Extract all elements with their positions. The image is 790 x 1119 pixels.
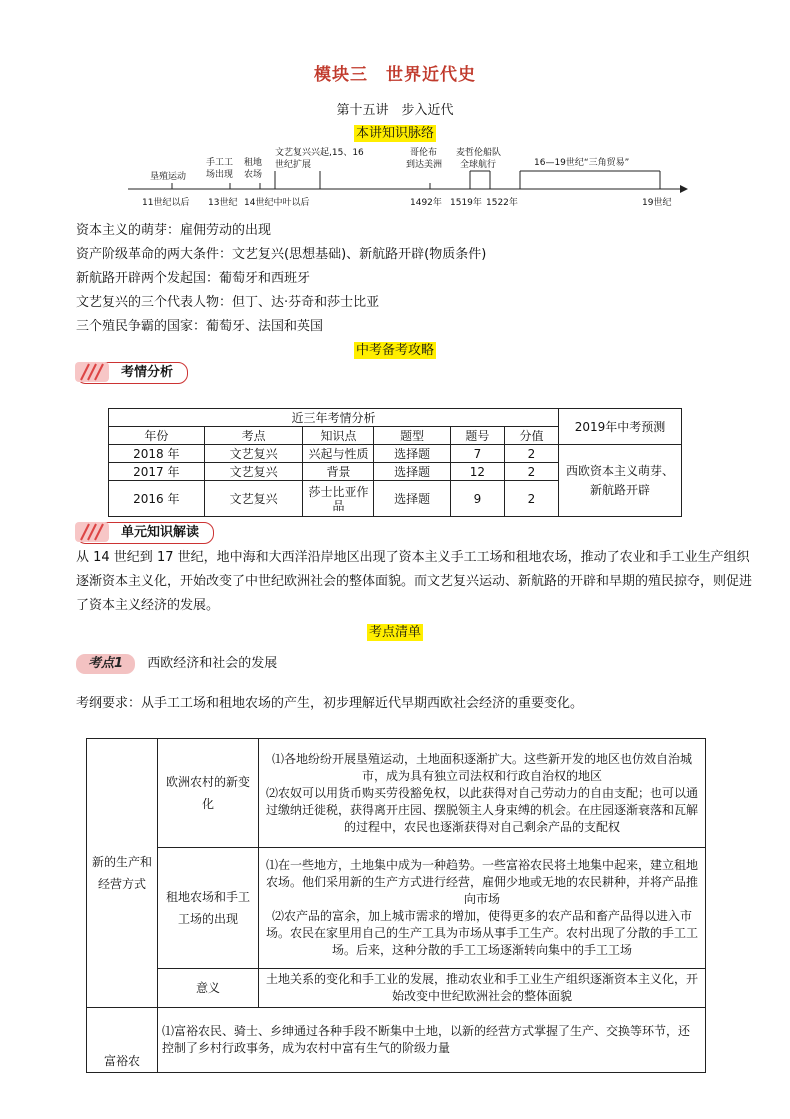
table-caption: 近三年考情分析 [109, 409, 559, 427]
event-label: 世纪扩展 [275, 160, 312, 170]
row-content: ⑴富裕农民、骑士、乡绅通过各种手段不断集中土地，以新的经营方式掌握了生产、交换等环节，还控制了乡村行政事务，成为农村中富有生气的阶级力量 [158, 1008, 706, 1073]
summary-line: 新航路开辟两个发起国：葡萄牙和西班牙 [76, 271, 311, 286]
analysis-badge-label: 考情分析 [121, 365, 174, 380]
col-header: 题号 [450, 427, 504, 445]
table-row: 2017 年 文艺复兴 背景 选择题 12 2 [109, 463, 682, 481]
lecture-title: 第十五讲 步入近代 [336, 103, 454, 118]
summary-line: 资产阶级革命的两大条件：文艺复兴(思想基础)、新航路开辟(物质条件) [76, 247, 487, 262]
event-label: 哥伦布 [410, 148, 438, 158]
kaodian-title: 西欧经济和社会的发展 [147, 656, 278, 671]
checklist-heading [0, 621, 790, 640]
event-label: 16—19世纪“三角贸易” [534, 158, 630, 168]
col-header: 考点 [204, 427, 303, 445]
date-label: 11世纪以后 [142, 198, 190, 208]
event-label: 场出现 [206, 170, 234, 180]
timeline-arrow [680, 185, 688, 193]
date-label: 1492年 [410, 198, 442, 208]
col-header: 知识点 [303, 427, 374, 445]
event-label: 垦殖运动 [150, 172, 187, 182]
event-label: 到达美洲 [406, 160, 443, 170]
unit-paragraph: 从 14 世纪到 17 世纪，地中海和大西洋沿岸地区出现了资本主义手工工场和租地农场，推动了农业和手工业生产组织逐渐资本主义化，开始改变了中世纪欧洲社会的整体面貌。而文艺复兴运动、新航路的开辟和早期的殖民掠夺，则促进了资本主义经济的发展。 [76, 550, 753, 613]
module-title: 模块三 世界近代史 [314, 65, 476, 85]
row-paragraph: ⑵农产品的富余，加上城市需求的增加，使得更多的农产品和畜产品得以进入市场。农民在家里用自己的生产工具为市场从事手工生产。农村出现了分散的手工工场。后来，这种分散的手工工场逐渐转向集中的手工工场 [265, 909, 698, 957]
kaodian-tag: 考点1 [76, 654, 135, 674]
col-header: 年份 [109, 427, 205, 445]
prediction-cell: 西欧资本主义萌芽、新航路开辟 [559, 445, 682, 517]
row-label: 租地农场和手工工场的出现 [158, 848, 259, 969]
content-table [86, 738, 706, 1073]
event-label: 手工工 [206, 158, 234, 168]
checklist-heading-text: 考点清单 [368, 625, 421, 640]
date-label: 1519年 [450, 198, 482, 208]
row-paragraph: ⑴在一些地方，土地集中成为一种趋势。一些富裕农民将土地集中起来，建立租地农场。他们采用新的生产方式进行经营，雇佣少地或无地的农民耕种，并将产品推向市场 [265, 858, 698, 906]
stripes-icon [75, 362, 109, 382]
table-row: 2018 年 文艺复兴 兴起与性质 选择题 7 2 西欧资本主义萌芽、新航路开辟 [109, 445, 682, 463]
unit-badge [76, 522, 214, 544]
requirement: 考纲要求：从手工工场和租地农场的产生，初步理解近代早期西欧社会经济的重要变化。 [76, 696, 584, 711]
prediction-header: 2019年中考预测 [559, 409, 682, 445]
row-content [259, 739, 706, 848]
exam-analysis-table [108, 408, 682, 517]
summary-line: 三个殖民争霸的国家：葡萄牙、法国和英国 [76, 319, 324, 334]
col-header: 分值 [504, 427, 558, 445]
event-label: 租地 [244, 158, 263, 168]
event-label: 麦哲伦船队 [456, 148, 502, 158]
event-label: 全球航行 [460, 160, 497, 170]
strategy-heading-text: 中考备考攻略 [355, 343, 434, 358]
group-label: 新的生产和经营方式 [87, 739, 158, 1008]
row-paragraph: ⑴各地纷纷开展垦殖运动，土地面积逐渐扩大。这些新开发的地区也仿效自治城市，成为具有独立司法权和行政自治权的地区 [271, 751, 692, 783]
summary-line: 资本主义的萌芽：雇佣劳动的出现 [76, 223, 272, 238]
overview-heading [0, 122, 790, 141]
date-label: 19世纪 [642, 198, 672, 208]
row-paragraph: ⑵农奴可以用货币购买劳役豁免权，以此获得对自己劳动力的自由支配；也可以通过缴纳迁徙税，获得离开庄园、摆脱领主人身束缚的机会。在庄园逐渐衰落和瓦解的过程中，农民也逐渐获得对自己剩余产品的支配权 [265, 785, 698, 834]
stripes-icon [75, 522, 109, 542]
analysis-badge [76, 362, 188, 384]
event-label: 农场 [244, 170, 263, 180]
row-content: 土地关系的变化和手工业的发展，推动农业和手工业生产组织逐渐资本主义化，开始改变中世纪欧洲社会的整体面貌 [259, 969, 706, 1008]
table-row: 2016 年 文艺复兴 莎士比亚作品 选择题 9 2 [109, 481, 682, 517]
row-content [259, 848, 706, 969]
summary-line: 文艺复兴的三个代表人物：但丁、达·芬奇和莎士比亚 [76, 295, 380, 310]
event-label: 文艺复兴兴起,15、16 [275, 148, 364, 158]
strategy-heading [0, 339, 790, 358]
timeline [120, 143, 690, 213]
date-label: 13世纪 [208, 198, 238, 208]
group-label: 富裕农 [87, 1008, 158, 1073]
date-label: 14世纪中叶以后 [244, 198, 310, 208]
unit-badge-label: 单元知识解读 [121, 525, 200, 540]
kaodian-header [76, 652, 277, 674]
date-label: 1522年 [486, 198, 518, 208]
row-label: 意义 [158, 969, 259, 1008]
overview-heading-text: 本讲知识脉络 [355, 126, 434, 141]
row-label: 欧洲农村的新变化 [158, 739, 259, 848]
col-header: 题型 [374, 427, 450, 445]
